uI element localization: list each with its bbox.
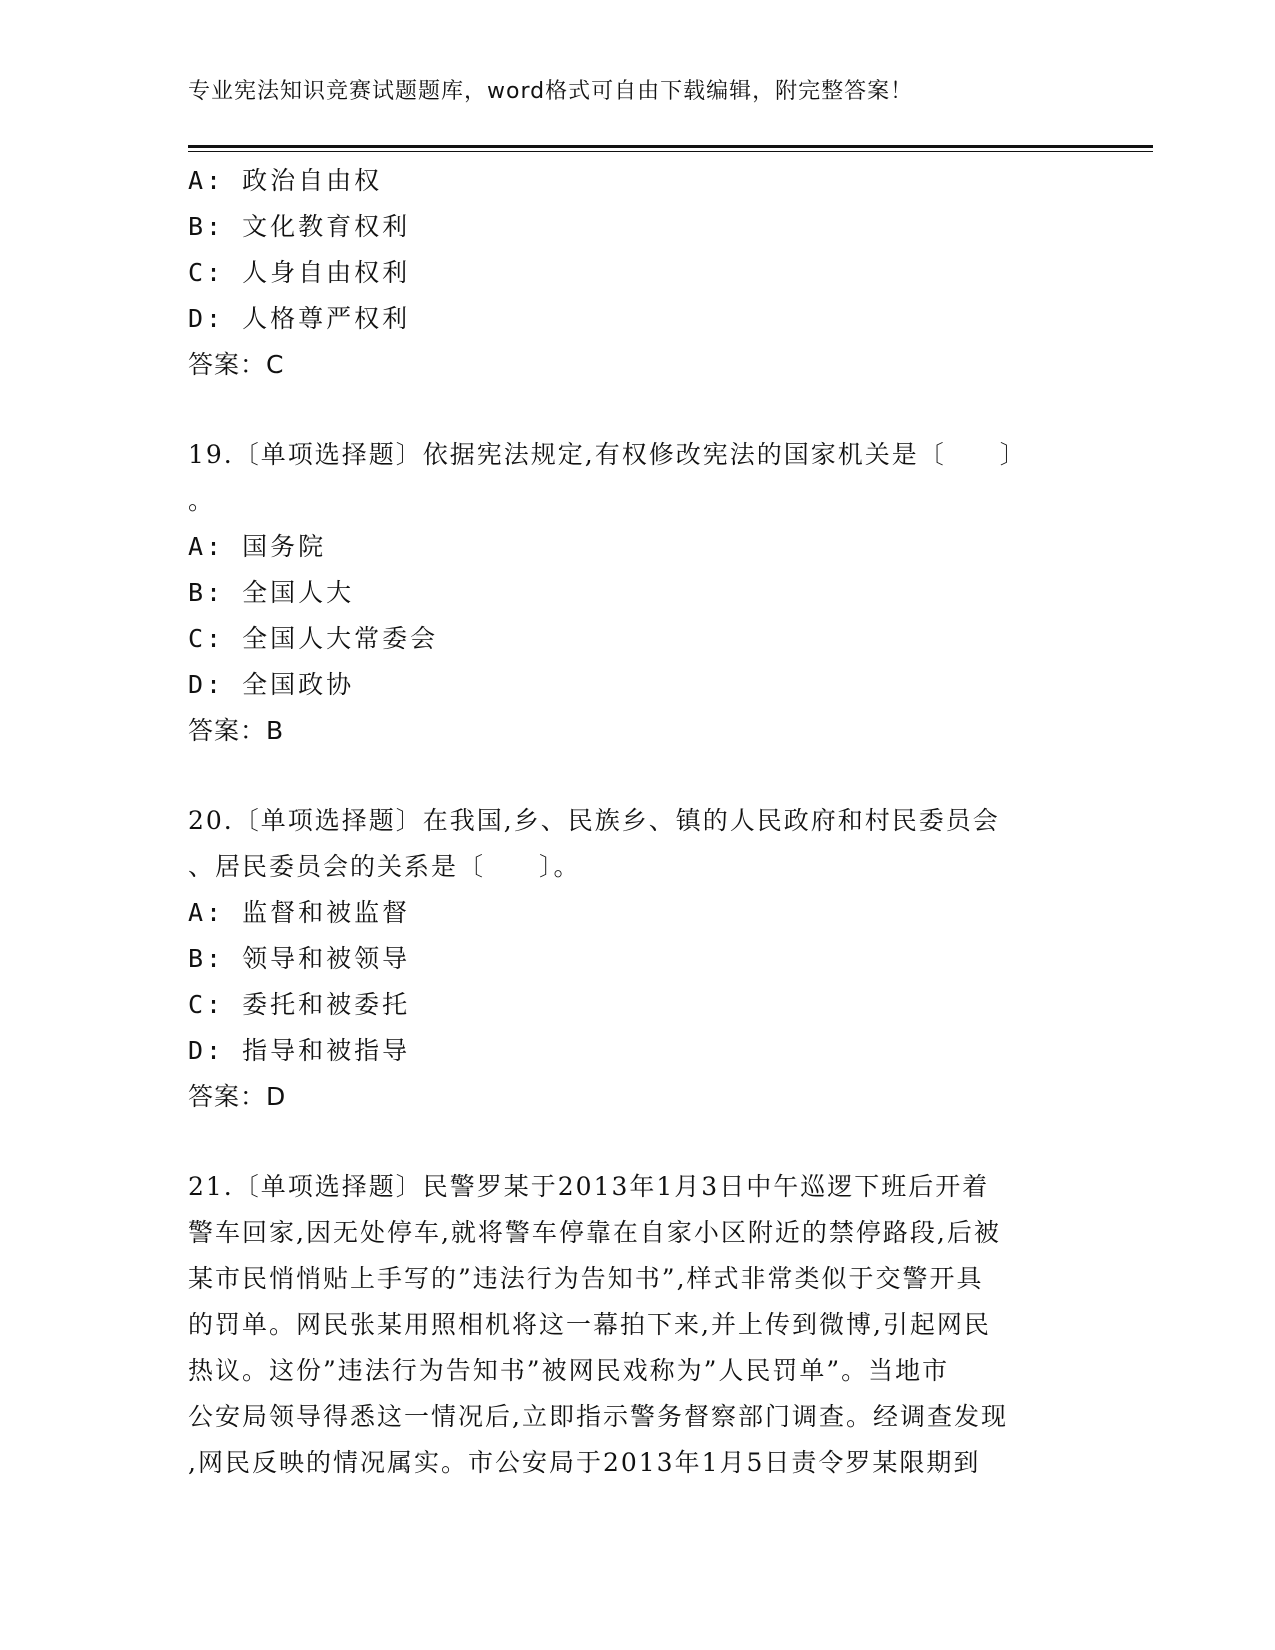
option-c: C: 委托和被委托 — [188, 990, 411, 1019]
question-text: 。 — [188, 486, 216, 515]
option-a: A: 政治自由权 — [188, 166, 383, 195]
option-c: C: 全国人大常委会 — [188, 624, 439, 653]
option-a: A: 监督和被监督 — [188, 898, 411, 927]
answer-line: 答案：B — [188, 716, 285, 745]
option-d: D: 全国政协 — [188, 670, 355, 699]
question-text: 某市民悄悄贴上手写的”违法行为告知书”,样式非常类似于交警开具 — [188, 1264, 984, 1293]
option-b: B: 文化教育权利 — [188, 212, 411, 241]
answer-line: 答案：C — [188, 350, 285, 379]
question-text: 19.〔单项选择题〕依据宪法规定,有权修改宪法的国家机关是〔 〕 — [188, 440, 1027, 469]
question-text: 、居民委员会的关系是〔 〕。 — [188, 852, 581, 881]
header-rule-thin — [188, 151, 1153, 152]
option-d: D: 指导和被指导 — [188, 1036, 411, 1065]
option-c: C: 人身自由权利 — [188, 258, 411, 287]
question-content — [188, 158, 1088, 1486]
answer-line: 答案：D — [188, 1082, 287, 1111]
question-text: 警车回家,因无处停车,就将警车停靠在自家小区附近的禁停路段,后被 — [188, 1218, 1001, 1247]
question-text: ,网民反映的情况属实。市公安局于2013年1月5日责令罗某限期到 — [188, 1448, 981, 1477]
question-text: 21.〔单项选择题〕民警罗某于2013年1月3日中午巡逻下班后开着 — [188, 1172, 990, 1201]
option-d: D: 人格尊严权利 — [188, 304, 411, 333]
question-text: 20.〔单项选择题〕在我国,乡、民族乡、镇的人民政府和村民委员会 — [188, 806, 1000, 835]
page-header: 专业宪法知识竞赛试题题库，word格式可自由下载编辑，附完整答案！ — [188, 79, 914, 104]
question-text: 的罚单。网民张某用照相机将这一幕拍下来,并上传到微博,引起网民 — [188, 1310, 991, 1339]
option-a: A: 国务院 — [188, 532, 327, 561]
question-text: 热议。这份”违法行为告知书”被网民戏称为”人民罚单”。当地市 — [188, 1356, 950, 1385]
option-b: B: 领导和被领导 — [188, 944, 411, 973]
option-b: B: 全国人大 — [188, 578, 355, 607]
question-text: 公安局领导得悉这一情况后,立即指示警务督察部门调查。经调查发现 — [188, 1402, 1008, 1431]
header-rule-thick — [188, 145, 1153, 148]
